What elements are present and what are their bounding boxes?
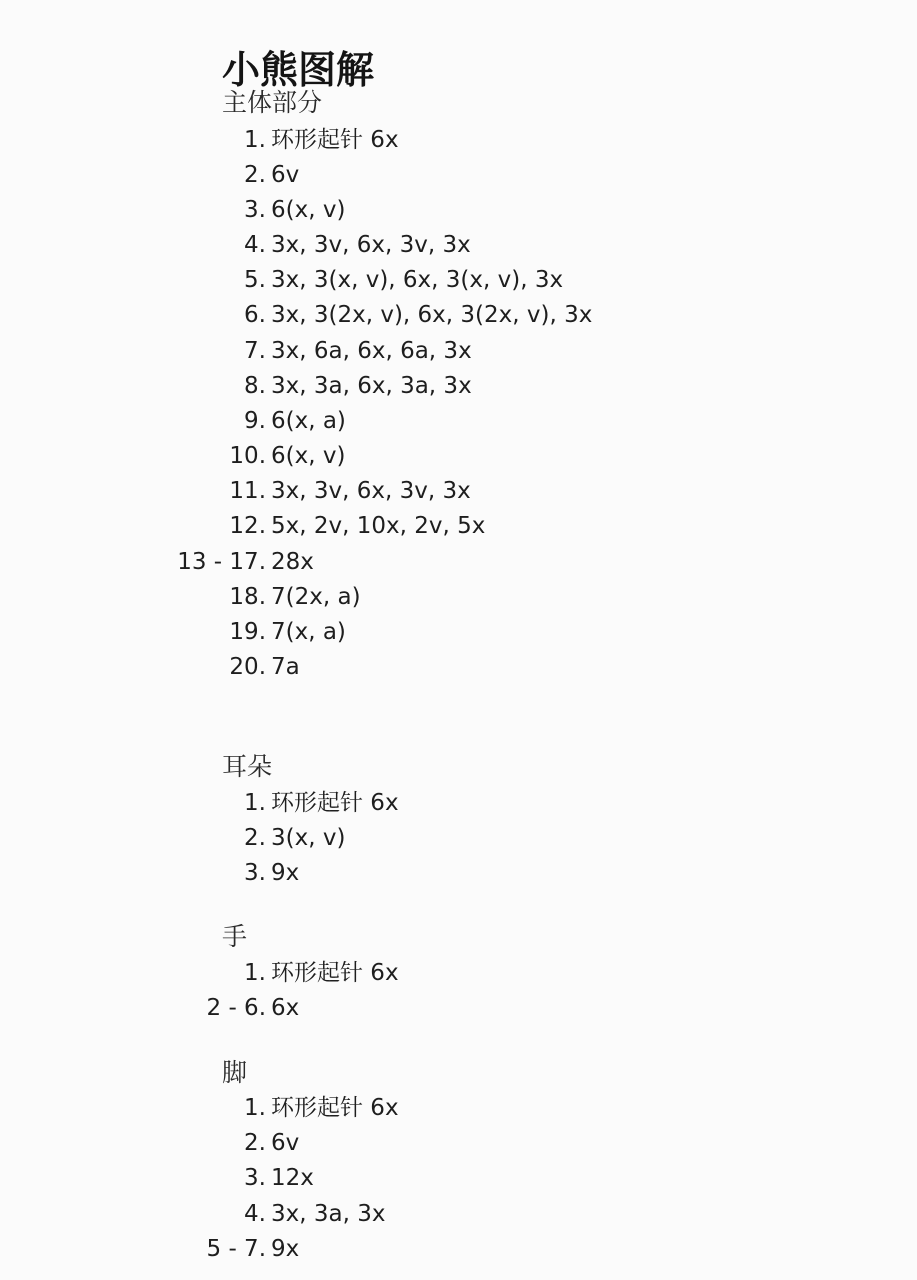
step-row (166, 334, 266, 368)
step-row (166, 158, 266, 192)
step-row (166, 1197, 266, 1231)
step-number: 10. (229, 443, 266, 469)
step-row (166, 228, 266, 262)
step-text: 3x, 3a, 6x, 3a, 3x (271, 373, 472, 399)
section-heading: 手 (222, 922, 248, 951)
step-row (166, 404, 266, 438)
step-text: 3(x, v) (271, 825, 346, 851)
step-number: 4. (244, 232, 266, 258)
step-text: 3x, 3(2x, v), 6x, 3(2x, v), 3x (271, 302, 593, 328)
step-text: 环形起针 6x (271, 127, 399, 153)
step-text: 3x, 3v, 6x, 3v, 3x (271, 478, 471, 504)
step-number: 1. (244, 960, 266, 986)
step-number: 5. (244, 267, 266, 293)
step-text: 环形起针 6x (271, 1095, 399, 1121)
step-text: 6(x, v) (271, 197, 346, 223)
step-number: 2. (244, 162, 266, 188)
step-number: 5 - 7. (206, 1236, 266, 1262)
section-heading: 主体部分 (222, 88, 323, 117)
step-number: 18. (229, 584, 266, 610)
step-text: 7(x, a) (271, 619, 346, 645)
step-text: 28x (271, 549, 314, 575)
step-text: 环形起针 6x (271, 790, 399, 816)
step-number: 9. (244, 408, 266, 434)
step-text: 3x, 6a, 6x, 6a, 3x (271, 338, 472, 364)
step-number: 2. (244, 825, 266, 851)
step-text: 3x, 3v, 6x, 3v, 3x (271, 232, 471, 258)
step-row (166, 509, 266, 543)
step-text: 6(x, v) (271, 443, 346, 469)
step-text: 6(x, a) (271, 408, 346, 434)
step-number: 8. (244, 373, 266, 399)
step-row (166, 650, 266, 684)
step-row (166, 580, 266, 614)
step-number: 1. (244, 127, 266, 153)
step-row (166, 439, 266, 473)
step-row (166, 123, 266, 157)
step-number: 3. (244, 860, 266, 886)
step-text: 3x, 3(x, v), 6x, 3(x, v), 3x (271, 267, 564, 293)
step-row (166, 1091, 266, 1125)
step-text: 6v (271, 162, 300, 188)
step-row (166, 298, 266, 332)
step-text: 12x (271, 1165, 314, 1191)
step-text: 7a (271, 654, 300, 680)
step-row (166, 1232, 266, 1266)
step-number: 3. (244, 1165, 266, 1191)
step-row (166, 786, 266, 820)
step-number: 6. (244, 302, 266, 328)
step-text: 5x, 2v, 10x, 2v, 5x (271, 513, 486, 539)
step-row (166, 545, 266, 579)
step-row (166, 956, 266, 990)
step-row (166, 821, 266, 855)
step-number: 11. (229, 478, 266, 504)
step-number: 2 - 6. (206, 995, 266, 1021)
step-number: 1. (244, 1095, 266, 1121)
step-text: 环形起针 6x (271, 960, 399, 986)
step-number: 20. (229, 654, 266, 680)
step-text: 7(2x, a) (271, 584, 361, 610)
section-heading: 脚 (222, 1058, 248, 1087)
step-number: 2. (244, 1130, 266, 1156)
step-number: 1. (244, 790, 266, 816)
step-row (166, 193, 266, 227)
step-text: 6x (271, 995, 300, 1021)
step-text: 3x, 3a, 3x (271, 1201, 386, 1227)
step-number: 3. (244, 197, 266, 223)
step-row (166, 856, 266, 890)
step-number: 7. (244, 338, 266, 364)
step-text: 9x (271, 860, 300, 886)
step-row (166, 615, 266, 649)
section-heading: 耳朵 (222, 752, 273, 781)
step-row (166, 474, 266, 508)
step-number: 4. (244, 1201, 266, 1227)
step-number: 19. (229, 619, 266, 645)
step-number: 12. (229, 513, 266, 539)
step-row (166, 369, 266, 403)
step-number: 13 - 17. (177, 549, 266, 575)
page-title: 小熊图解 (222, 48, 375, 92)
step-row (166, 1126, 266, 1160)
step-text: 6v (271, 1130, 300, 1156)
step-row (166, 991, 266, 1025)
step-text: 9x (271, 1236, 300, 1262)
step-row (166, 263, 266, 297)
step-row (166, 1161, 266, 1195)
